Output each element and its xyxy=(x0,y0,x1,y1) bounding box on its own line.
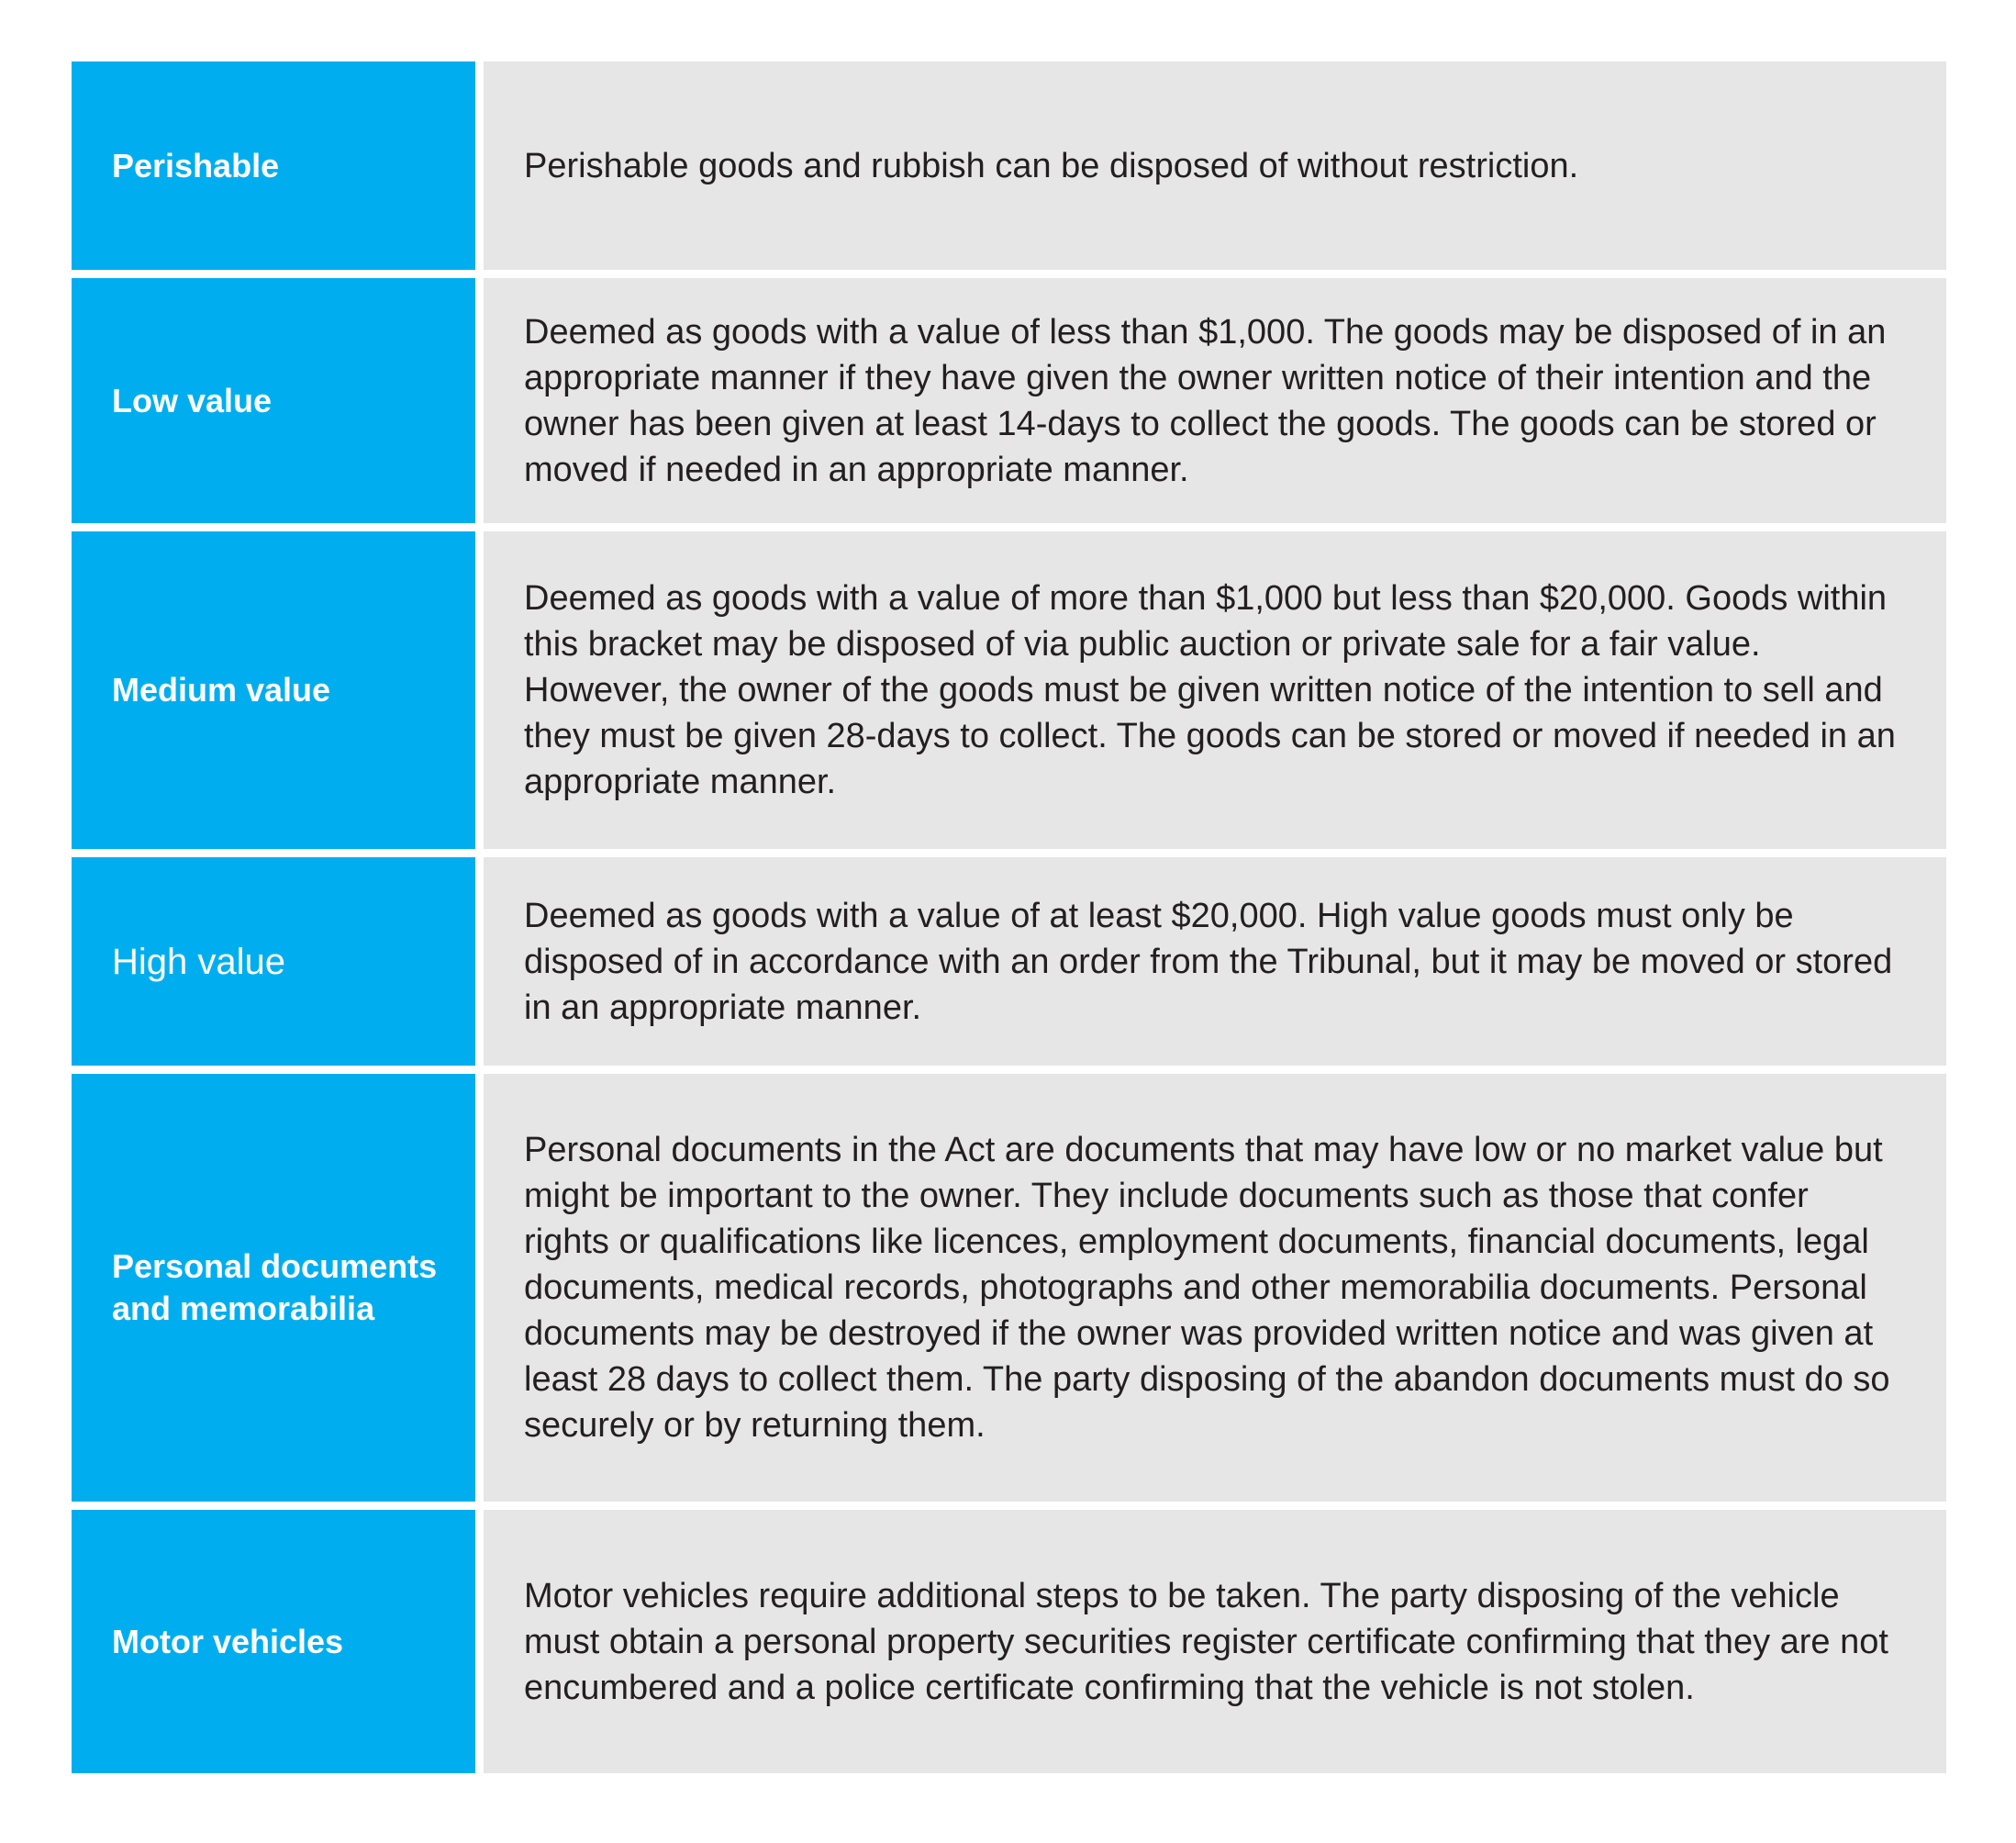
description-cell: Personal documents in the Act are documents that may have low or no market value but might be important to the owner. They include documents such as those that confer rights or qualifications like licences, employment documents, financial documents, legal documents, medical records, photographs and other memorabilia documents. Personal documents may be destroyed if the owner was provided written notice and was given at least 28 days to collect them. The party disposing of the abandon documents must do so securely or by returning them. xyxy=(484,1074,1946,1502)
description-cell: Deemed as goods with a value of at least $20,000. High value goods must only be disposed of in accordance with an order from the Tribunal, but it may be moved or stored in an appropriate manner. xyxy=(484,857,1946,1066)
description-cell: Perishable goods and rubbish can be disposed of without restriction. xyxy=(484,61,1946,270)
category-cell: Personal documents and memorabilia xyxy=(72,1074,475,1502)
table-row-motor-vehicles xyxy=(72,1510,1946,1773)
disposal-rules-table xyxy=(72,61,1946,1782)
table-row-high-value xyxy=(72,857,1946,1066)
description-cell: Deemed as goods with a value of more than $1,000 but less than $20,000. Goods within this bracket may be disposed of via public auction or private sale for a fair value. However, the owner of the goods must be given written notice of the intention to sell and they must be given 28-days to collect. The goods can be stored or moved if needed in an appropriate manner. xyxy=(484,531,1946,849)
category-cell: Low value xyxy=(72,278,475,523)
category-cell: Perishable xyxy=(72,61,475,270)
category-cell: High value xyxy=(72,857,475,1066)
description-cell: Deemed as goods with a value of less than $1,000. The goods may be disposed of in an appropriate manner if they have given the owner written notice of their intention and the owner has been given at least 14-days to collect the goods. The goods can be stored or moved if needed in an appropriate manner. xyxy=(484,278,1946,523)
category-cell: Medium value xyxy=(72,531,475,849)
category-cell: Motor vehicles xyxy=(72,1510,475,1773)
table-row-personal-documents xyxy=(72,1074,1946,1502)
description-cell: Motor vehicles require additional steps to be taken. The party disposing of the vehicle must obtain a personal property securities register certificate confirming that they are not encumbered and a police certificate confirming that the vehicle is not stolen. xyxy=(484,1510,1946,1773)
table-row-perishable xyxy=(72,61,1946,270)
table-row-medium-value xyxy=(72,531,1946,849)
table-row-low-value xyxy=(72,278,1946,523)
